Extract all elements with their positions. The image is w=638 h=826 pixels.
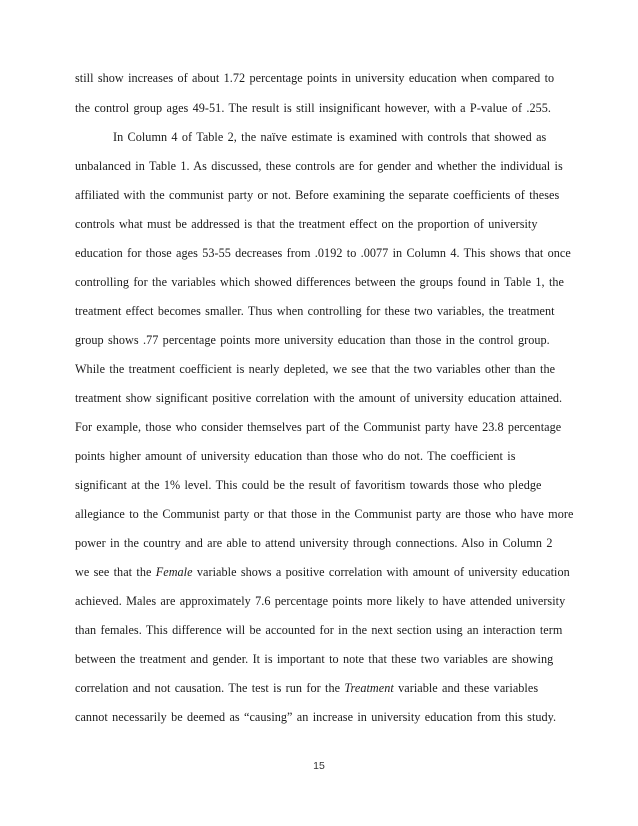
text-line-12: treatment show significant positive correlation with the amount of university education attained. [75,391,563,405]
text-line-9: treatment effect becomes smaller. Thus when controlling for these two variables, the treatment [75,304,555,318]
text-line-3: In Column 4 of Table 2, the naïve estimate is examined with controls that showed as [113,130,547,144]
text-line-14: points higher amount of university education than those who do not. The coefficient is [75,449,516,463]
text-line-5: affiliated with the communist party or not. Before examining the separate coefficients of theses [75,188,560,202]
text-line-11: While the treatment coefficient is nearly depleted, we see that the two variables other than the [75,362,556,376]
text-line-23: cannot necessarily be deemed as “causing” an increase in university education from this study. [75,710,557,724]
text-line-7: education for those ages 53-55 decreases from .0192 to .0077 in Column 4. This shows that once [75,246,571,260]
text-line-8: controlling for the variables which showed differences between the groups found in Table 1, the [75,275,564,289]
text-line-20: than females. This difference will be accounted for in the next section using an interaction term [75,623,563,637]
text-line-1: still show increases of about 1.72 percentage points in university education when compared to [75,71,555,85]
text-line-22 [75,681,565,695]
text-line-19: achieved. Males are approximately 7.6 percentage points more likely to have attended university [75,594,566,608]
text-line-13: For example, those who consider themselves part of the Communist party have 23.8 percentage [75,420,562,434]
text-segment: we see that the [75,565,156,579]
text-line-18 [75,565,570,579]
text-line-15: significant at the 1% level. This could be the result of favoritism towards those who pledge [75,478,542,492]
text-line-21: between the treatment and gender. It is important to note that these two variables are showing [75,652,554,666]
italic-term-treatment: Treatment [344,681,394,695]
page-number: 15 [313,760,325,772]
text-line-2: the control group ages 49-51. The result is still insignificant however, with a P-value of .255. [75,101,551,115]
text-line-16: allegiance to the Communist party or that those in the Communist party are those who have more [75,507,574,521]
text-line-17: power in the country and are able to attend university through connections. Also in Column 2 [75,536,553,550]
italic-term-female: Female [155,565,193,579]
text-line-4: unbalanced in Table 1. As discussed, these controls are for gender and whether the individual is [75,159,563,173]
text-segment: correlation and not causation. The test is run for the [75,681,345,695]
text-line-6: controls what must be addressed is that the treatment effect on the proportion of university [75,217,538,231]
text-line-10: group shows .77 percentage points more university education than those in the control group. [75,333,550,347]
text-segment: variable and these variables [393,681,539,695]
text-segment: variable shows a positive correlation with amount of university education [192,565,570,579]
